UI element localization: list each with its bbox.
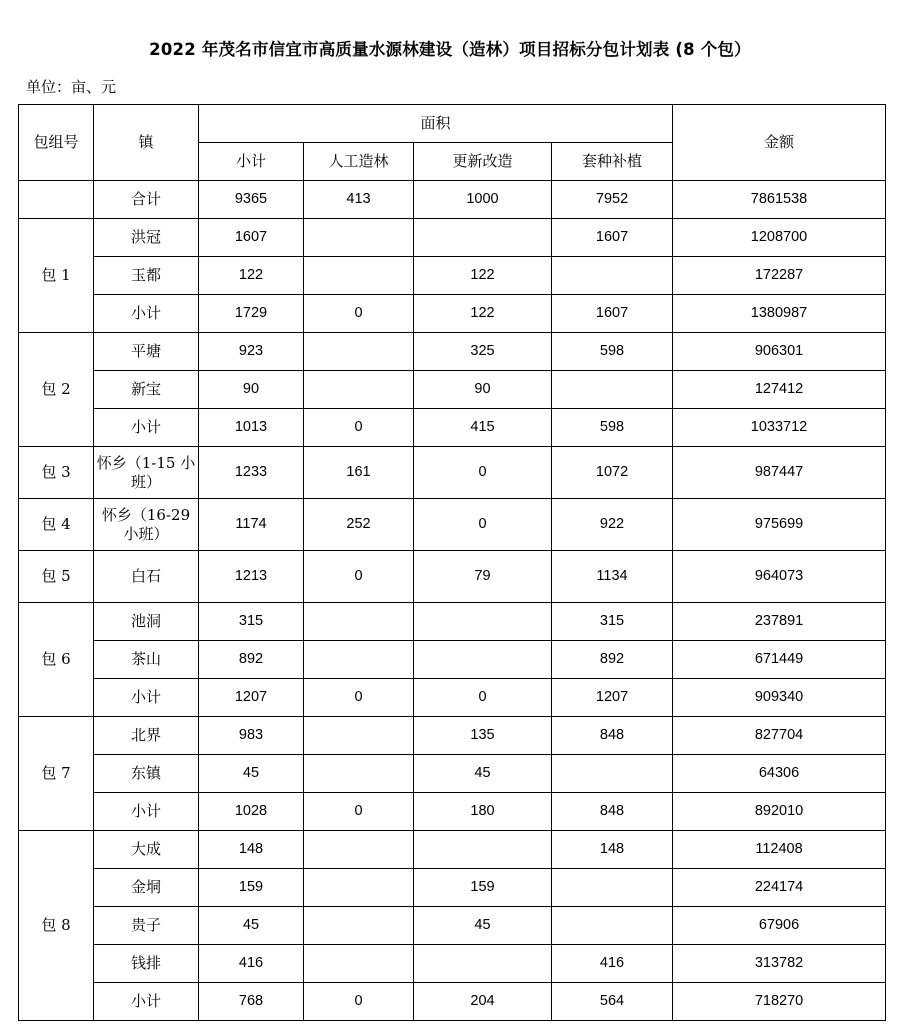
artificial-cell — [304, 371, 414, 409]
town-cell: 怀乡（1-15 小班） — [94, 447, 199, 499]
table-row — [19, 907, 886, 945]
package-label: 包 8 — [19, 831, 94, 1021]
replant-cell: 848 — [552, 793, 673, 831]
town-cell: 茶山 — [94, 641, 199, 679]
table-row — [19, 551, 886, 603]
header-amount: 金额 — [673, 105, 886, 181]
renewal-cell: 45 — [414, 907, 552, 945]
renewal-cell: 79 — [414, 551, 552, 603]
artificial-cell: 252 — [304, 499, 414, 551]
subtotal-cell: 983 — [199, 717, 304, 755]
header-town: 镇 — [94, 105, 199, 181]
replant-cell: 416 — [552, 945, 673, 983]
renewal-cell: 90 — [414, 371, 552, 409]
town-cell: 小计 — [94, 793, 199, 831]
town-cell: 小计 — [94, 679, 199, 717]
amount-cell: 906301 — [673, 333, 886, 371]
header-artificial: 人工造林 — [304, 143, 414, 181]
header-area: 面积 — [199, 105, 673, 143]
table-row — [19, 717, 886, 755]
header-row-1 — [19, 105, 886, 143]
total-artificial: 413 — [304, 181, 414, 219]
replant-cell: 1207 — [552, 679, 673, 717]
replant-cell: 598 — [552, 333, 673, 371]
replant-cell: 922 — [552, 499, 673, 551]
replant-cell — [552, 869, 673, 907]
table-row — [19, 679, 886, 717]
table-row — [19, 295, 886, 333]
amount-cell: 909340 — [673, 679, 886, 717]
subtotal-cell: 1013 — [199, 409, 304, 447]
subtotal-cell: 1174 — [199, 499, 304, 551]
town-cell: 怀乡（16-29 小班） — [94, 499, 199, 551]
subtotal-cell: 1233 — [199, 447, 304, 499]
town-cell: 平塘 — [94, 333, 199, 371]
artificial-cell: 0 — [304, 679, 414, 717]
amount-cell: 892010 — [673, 793, 886, 831]
artificial-cell — [304, 257, 414, 295]
amount-cell: 827704 — [673, 717, 886, 755]
package-label: 包 6 — [19, 603, 94, 717]
artificial-cell — [304, 831, 414, 869]
header-renewal: 更新改造 — [414, 143, 552, 181]
subtotal-cell: 122 — [199, 257, 304, 295]
header-subtotal: 小计 — [199, 143, 304, 181]
table-row — [19, 333, 886, 371]
subtotal-cell: 416 — [199, 945, 304, 983]
table-row — [19, 603, 886, 641]
renewal-cell — [414, 603, 552, 641]
total-label: 合计 — [94, 181, 199, 219]
total-package-cell — [19, 181, 94, 219]
amount-cell: 64306 — [673, 755, 886, 793]
subtotal-cell: 45 — [199, 907, 304, 945]
table-row — [19, 257, 886, 295]
replant-cell: 148 — [552, 831, 673, 869]
renewal-cell: 45 — [414, 755, 552, 793]
subtotal-cell: 768 — [199, 983, 304, 1021]
package-label: 包 3 — [19, 447, 94, 499]
town-cell: 小计 — [94, 409, 199, 447]
table-body — [19, 105, 886, 1021]
subtotal-cell: 1213 — [199, 551, 304, 603]
package-label: 包 7 — [19, 717, 94, 831]
town-cell: 玉都 — [94, 257, 199, 295]
artificial-cell: 0 — [304, 793, 414, 831]
table-row — [19, 755, 886, 793]
subtotal-cell: 892 — [199, 641, 304, 679]
town-cell: 东镇 — [94, 755, 199, 793]
amount-cell: 975699 — [673, 499, 886, 551]
renewal-cell: 122 — [414, 295, 552, 333]
table-row — [19, 831, 886, 869]
table-row — [19, 219, 886, 257]
replant-cell: 564 — [552, 983, 673, 1021]
table-row — [19, 983, 886, 1021]
renewal-cell — [414, 641, 552, 679]
replant-cell: 1134 — [552, 551, 673, 603]
unit-note: 单位：亩、元 — [26, 78, 117, 96]
subtotal-cell: 90 — [199, 371, 304, 409]
artificial-cell — [304, 603, 414, 641]
subtotal-cell: 315 — [199, 603, 304, 641]
renewal-cell: 122 — [414, 257, 552, 295]
renewal-cell: 159 — [414, 869, 552, 907]
replant-cell — [552, 755, 673, 793]
amount-cell: 671449 — [673, 641, 886, 679]
table-row — [19, 869, 886, 907]
artificial-cell — [304, 869, 414, 907]
renewal-cell: 135 — [414, 717, 552, 755]
replant-cell: 598 — [552, 409, 673, 447]
table-row — [19, 945, 886, 983]
renewal-cell: 0 — [414, 499, 552, 551]
replant-cell: 892 — [552, 641, 673, 679]
artificial-cell — [304, 333, 414, 371]
artificial-cell — [304, 219, 414, 257]
renewal-cell: 0 — [414, 679, 552, 717]
renewal-cell: 415 — [414, 409, 552, 447]
town-cell: 小计 — [94, 295, 199, 333]
artificial-cell — [304, 945, 414, 983]
table-row — [19, 371, 886, 409]
package-label: 包 1 — [19, 219, 94, 333]
package-label: 包 2 — [19, 333, 94, 447]
town-cell: 新宝 — [94, 371, 199, 409]
town-cell: 北界 — [94, 717, 199, 755]
town-cell: 钱排 — [94, 945, 199, 983]
town-cell: 池洞 — [94, 603, 199, 641]
subtotal-cell: 1607 — [199, 219, 304, 257]
amount-cell: 172287 — [673, 257, 886, 295]
total-renewal: 1000 — [414, 181, 552, 219]
renewal-cell — [414, 831, 552, 869]
renewal-cell: 204 — [414, 983, 552, 1021]
amount-cell: 237891 — [673, 603, 886, 641]
town-cell: 金垌 — [94, 869, 199, 907]
renewal-cell: 325 — [414, 333, 552, 371]
replant-cell: 848 — [552, 717, 673, 755]
artificial-cell — [304, 641, 414, 679]
package-label: 包 4 — [19, 499, 94, 551]
replant-cell — [552, 257, 673, 295]
amount-cell: 67906 — [673, 907, 886, 945]
subtotal-cell: 1729 — [199, 295, 304, 333]
amount-cell: 718270 — [673, 983, 886, 1021]
replant-cell — [552, 371, 673, 409]
artificial-cell — [304, 755, 414, 793]
table-row — [19, 793, 886, 831]
package-label: 包 5 — [19, 551, 94, 603]
subtotal-cell: 148 — [199, 831, 304, 869]
replant-cell: 315 — [552, 603, 673, 641]
amount-cell: 127412 — [673, 371, 886, 409]
header-replant: 套种补植 — [552, 143, 673, 181]
total-subtotal: 9365 — [199, 181, 304, 219]
amount-cell: 112408 — [673, 831, 886, 869]
artificial-cell — [304, 717, 414, 755]
table-row — [19, 499, 886, 551]
renewal-cell — [414, 219, 552, 257]
artificial-cell: 0 — [304, 551, 414, 603]
amount-cell: 313782 — [673, 945, 886, 983]
subtotal-cell: 159 — [199, 869, 304, 907]
total-replant: 7952 — [552, 181, 673, 219]
subtotal-cell: 45 — [199, 755, 304, 793]
table-row — [19, 447, 886, 499]
amount-cell: 1380987 — [673, 295, 886, 333]
subtotal-cell: 923 — [199, 333, 304, 371]
renewal-cell: 180 — [414, 793, 552, 831]
header-package: 包组号 — [19, 105, 94, 181]
amount-cell: 1033712 — [673, 409, 886, 447]
town-cell: 洪冠 — [94, 219, 199, 257]
total-row — [19, 181, 886, 219]
amount-cell: 224174 — [673, 869, 886, 907]
package-plan-table — [18, 104, 886, 1021]
subtotal-cell: 1028 — [199, 793, 304, 831]
amount-cell: 964073 — [673, 551, 886, 603]
document-title: 2022 年茂名市信宜市高质量水源林建设（造林）项目招标分包计划表 (8 个包） — [149, 40, 751, 59]
amount-cell: 1208700 — [673, 219, 886, 257]
artificial-cell: 161 — [304, 447, 414, 499]
town-cell: 白石 — [94, 551, 199, 603]
replant-cell: 1607 — [552, 295, 673, 333]
table-row — [19, 641, 886, 679]
table-row — [19, 409, 886, 447]
replant-cell: 1607 — [552, 219, 673, 257]
town-cell: 大成 — [94, 831, 199, 869]
artificial-cell: 0 — [304, 983, 414, 1021]
replant-cell — [552, 907, 673, 945]
artificial-cell: 0 — [304, 409, 414, 447]
amount-cell: 987447 — [673, 447, 886, 499]
town-cell: 小计 — [94, 983, 199, 1021]
subtotal-cell: 1207 — [199, 679, 304, 717]
artificial-cell: 0 — [304, 295, 414, 333]
renewal-cell — [414, 945, 552, 983]
renewal-cell: 0 — [414, 447, 552, 499]
artificial-cell — [304, 907, 414, 945]
replant-cell: 1072 — [552, 447, 673, 499]
total-amount: 7861538 — [673, 181, 886, 219]
town-cell: 贵子 — [94, 907, 199, 945]
